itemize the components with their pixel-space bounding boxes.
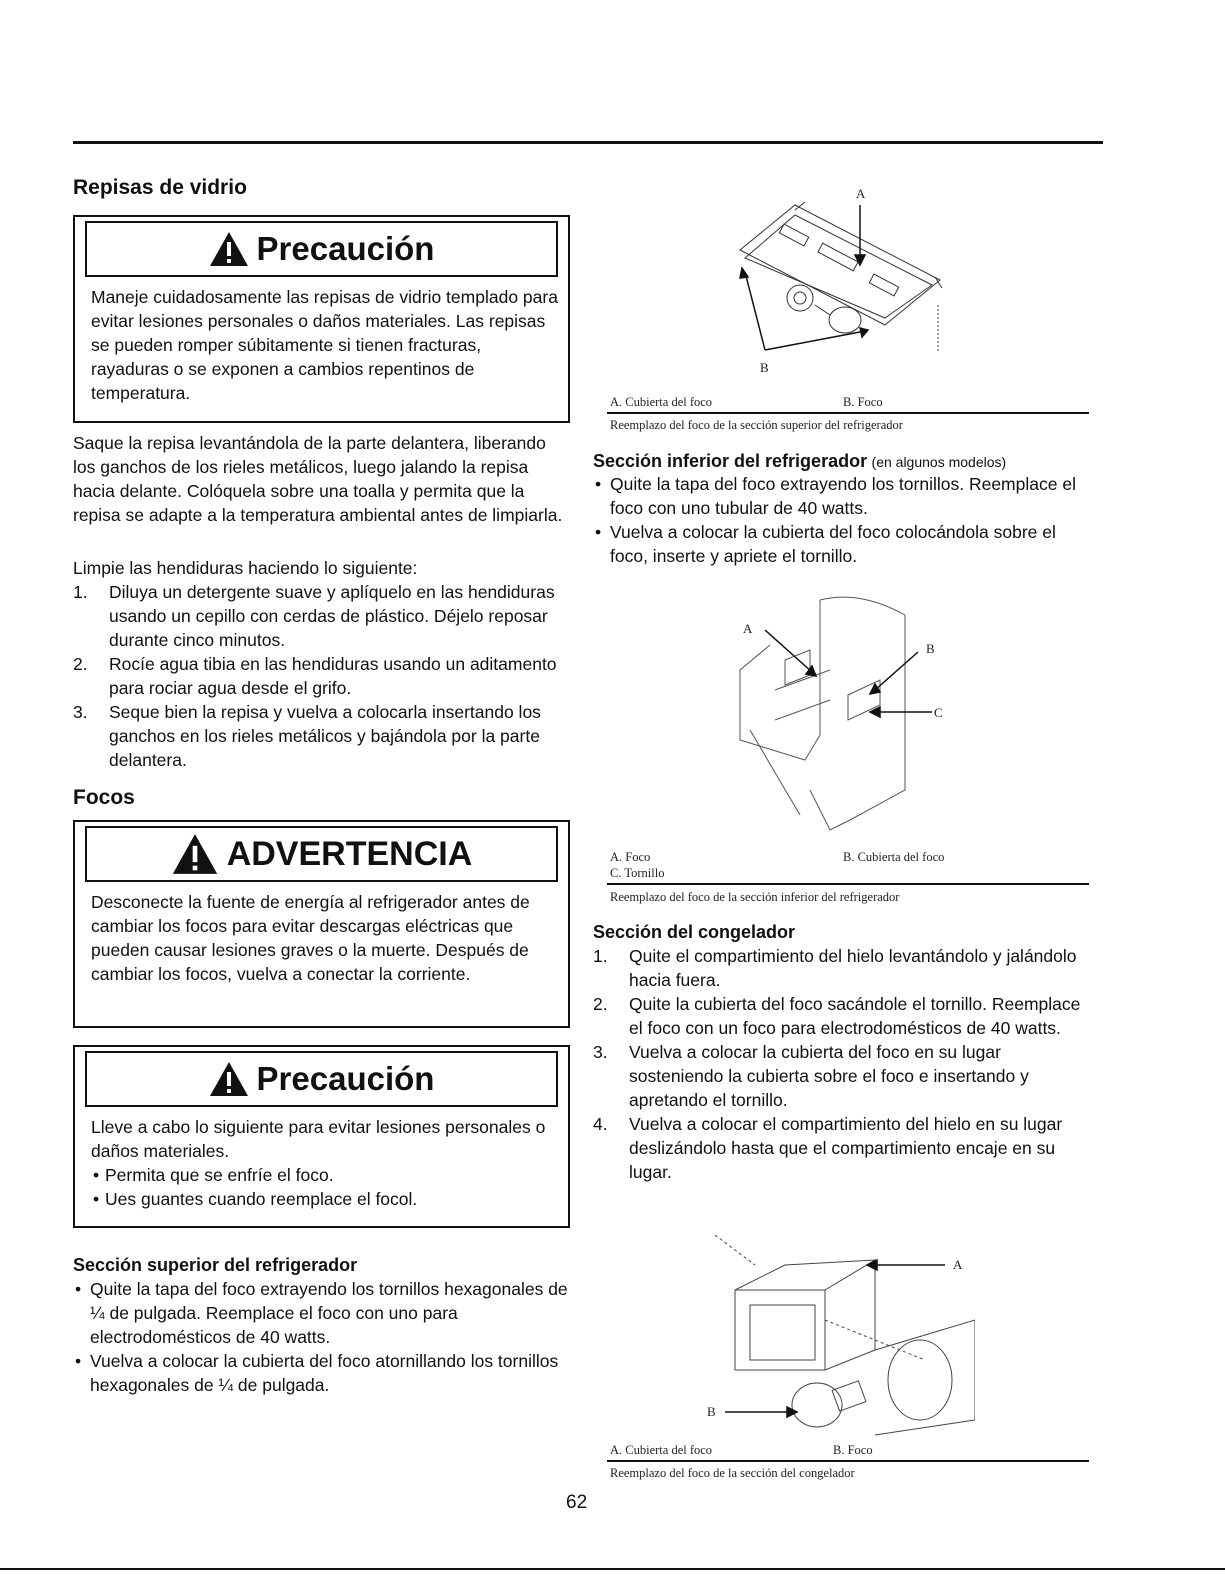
shelves-steps: [73, 580, 570, 772]
label-c: C: [934, 705, 943, 720]
caution-header: [85, 221, 558, 277]
caution-text: Maneje cuidadosamente las repisas de vidrio templado para evitar lesiones personales o daños materiales. Las repisas se pueden romper súbitamente si tienen fracturas, rayaduras o se exponen a cambios repentinos de temperatura.: [91, 287, 558, 403]
shelves-clean-intro: Limpie las hendiduras haciendo lo siguiente:: [73, 558, 418, 578]
list-item: 2. Quite la cubierta del foco sacándole el tornillo. Reemplace el foco con un foco para electrodomésticos de 40 watts.: [593, 994, 1081, 1038]
label-b: B: [926, 641, 935, 656]
fig2-key-a: A. Foco: [610, 850, 651, 864]
page-number: 62: [566, 1492, 588, 1513]
warning-triangle-icon: [171, 833, 219, 875]
label-b: B: [760, 360, 769, 375]
list-item: • Quite la tapa del foco extrayendo los tornillos hexagonales de ¼ de pulgada. Reemplace el foco con uno para electrodomésticos de 40 watts.: [73, 1277, 570, 1349]
list-item: • Vuelva a colocar la cubierta del foco atornillando los tornillos hexagonales de ¼ de pulgada.: [73, 1349, 570, 1397]
label-a: A: [856, 186, 866, 201]
fig3-caption: Reemplazo del foco de la sección del congelador: [610, 1466, 855, 1480]
heading-congelador: Sección del congelador: [593, 922, 796, 942]
heading-repisas: Repisas de vidrio: [73, 176, 247, 199]
list-item: • Permita que se enfríe el foco.: [91, 1163, 558, 1187]
warning-text: Desconecte la fuente de energía al refrigerador antes de cambiar los focos para evitar descargas eléctricas que pueden causar lesiones graves o la muerte. Después de cambiar los focos, vuelva a conectar la corriente.: [91, 892, 530, 984]
list-item: 3. Vuelva a colocar la cubierta del foco en su lugar sosteniendo la cubierta sobre el foco e insertando y apretando el tornillo.: [593, 1042, 1029, 1110]
heading-focos: Focos: [73, 786, 135, 809]
list-item: 2. Rocíe agua tibia en las hendiduras usando un aditamento para rociar agua desde el grifo.: [73, 654, 557, 698]
label-a: A: [743, 621, 753, 636]
fig1-key-a: A. Cubierta del foco: [610, 395, 713, 409]
heading-inferior: Sección inferior del refrigerador: [593, 451, 868, 471]
caution-header: [85, 1051, 558, 1107]
fig3-key-b: B. Foco: [833, 1443, 873, 1457]
list-item: • Vuelva a colocar la cubierta del foco colocándola sobre el foco, inserte y apriete el tornillo.: [593, 520, 1093, 568]
fig3-key-a: A. Cubierta del foco: [610, 1443, 713, 1457]
figure-rule: [607, 1460, 1089, 1462]
list-item: • Quite la tapa del foco extrayendo los tornillos. Reemplace el foco con uno tubular de 40 watts.: [593, 472, 1093, 520]
list-item: 1. Quite el compartimiento del hielo levantándolo y jalándolo hacia fuera.: [593, 946, 1077, 990]
fig2-key-b: B. Cubierta del foco: [843, 850, 945, 864]
list-item: • Ues guantes cuando reemplace el focol.: [91, 1187, 558, 1211]
congelador-steps: [593, 944, 1083, 1184]
fig1-caption: Reemplazo del foco de la sección superior del refrigerador: [610, 418, 903, 432]
fig1-key-b: B. Foco: [843, 395, 883, 409]
warning-box: [73, 820, 570, 1028]
warning-header: [85, 826, 558, 882]
fig2-caption: Reemplazo del foco de la sección inferior del refrigerador: [610, 890, 900, 904]
caution-bullets: [91, 1163, 558, 1211]
caution-title: Precaución: [256, 1060, 435, 1097]
shelves-intro: Saque la repisa levantándola de la parte delantera, liberando los ganchos de los rieles metálicos, luego jalando la repisa hacia delante. Colóquela sobre una toalla y permita que la repisa se adapte a la temperatura ambiental antes de limpiarla.: [73, 433, 563, 525]
list-item: 4. Vuelva a colocar el compartimiento del hielo en su lugar deslizándolo hasta que el compartimiento encaje en su lugar.: [593, 1114, 1063, 1182]
lower-light-diagram: [730, 590, 960, 835]
heading-note: (en algunos modelos): [871, 454, 1007, 470]
warning-title: ADVERTENCIA: [226, 834, 473, 873]
top-rule: [73, 141, 1103, 144]
upper-light-diagram: [700, 180, 980, 375]
heading-superior: Sección superior del refrigerador: [73, 1255, 358, 1275]
figure-rule: [607, 883, 1089, 885]
list-item: 3. Seque bien la repisa y vuelva a colocarla insertando los ganchos en los rieles metálicos y bajándola por la parte delantera.: [73, 702, 541, 770]
caution-box-shelves: [73, 215, 570, 423]
superior-bullets: [73, 1277, 570, 1397]
inferior-bullets: [593, 472, 1093, 568]
warning-triangle-icon: [209, 231, 249, 267]
caution-title: Precaución: [256, 230, 435, 267]
caution-intro: Lleve a cabo lo siguiente para evitar lesiones personales o daños materiales.: [91, 1117, 546, 1161]
label-a: A: [953, 1257, 963, 1272]
list-item: 1. Diluya un detergente suave y aplíquelo en las hendiduras usando un cepillo con cerdas de plástico. Déjelo reposar durante cinco minutos.: [73, 582, 555, 650]
label-b: B: [707, 1404, 716, 1419]
caution-box-bulbs: [73, 1045, 570, 1228]
warning-triangle-icon: [209, 1061, 249, 1097]
freezer-light-diagram: [695, 1220, 975, 1440]
bottom-rule: [0, 1568, 1225, 1570]
figure-rule: [607, 412, 1089, 414]
fig2-key-c: C. Tornillo: [610, 866, 665, 880]
